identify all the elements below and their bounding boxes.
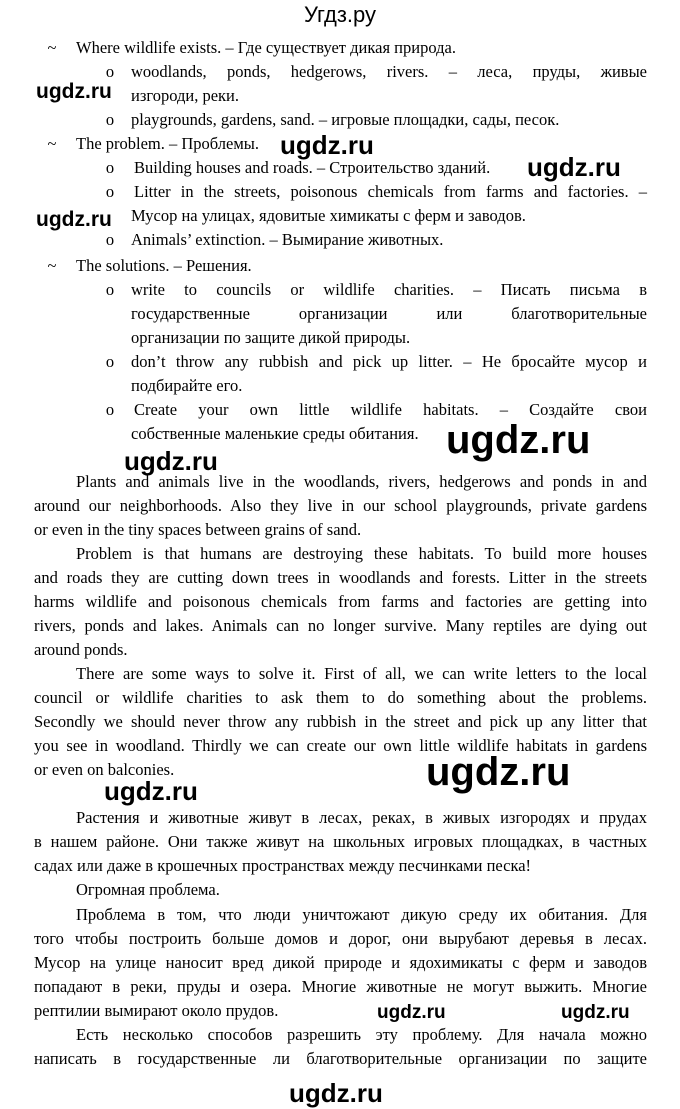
circle-bullet-icon: o (105, 62, 115, 81)
outline-item-line: Create your own little wildlife habitats. – Создайте свои (134, 400, 647, 419)
outline-heading-where: Where wildlife exists. – Где существует дикая природа. (76, 38, 456, 57)
watermark: ugdz.ru (280, 130, 374, 160)
paragraph-line: or even on balconies. (34, 760, 175, 779)
paragraph-line: Plants and animals live in the woodlands, rivers, hedgerows and ponds in and (76, 472, 647, 491)
paragraph-line: Problem is that humans are destroying these habitats. To build more houses (76, 544, 647, 563)
outline-item-line: don’t throw any rubbish and pick up litter. – Не бросайте мусор и (131, 352, 647, 371)
outline-item-line: write to councils or wildlife charities. – Писать письма в (131, 280, 647, 299)
outline-item-line: подбирайте его. (131, 376, 243, 395)
tilde-bullet-icon: ~ (47, 256, 57, 275)
paragraph-line: or even in the tiny spaces between grains of sand. (34, 520, 362, 539)
paragraph-line: around our neighborhoods. Also they live in our school playgrounds, private gardens (34, 496, 647, 515)
circle-bullet-icon: o (105, 182, 115, 201)
paragraph-line: Secondly we should never throw any rubbish in the street and pick up any litter that (34, 712, 647, 731)
outline-item-line: организации по защите дикой природы. (131, 328, 411, 347)
paragraph-line: around ponds. (34, 640, 128, 659)
paragraph-line: попадают в реки, пруды и озера. Многие животные не могут выжить. Многие (34, 977, 647, 996)
paragraph-line: Мусор на улице наносит вред дикой природе и ядохимикаты с ферм и заводов (34, 953, 647, 972)
outline-item-line: государственные организации или благотворительные (131, 304, 647, 323)
paragraph-line: and roads they are cutting down trees in woodlands and forests. Litter in the streets (34, 568, 647, 587)
paragraph-line: написать в государственные ли благотворительные организации по защите (34, 1049, 647, 1068)
paragraph-line: harms wildlife and poisonous chemicals from farms and factories are getting into (34, 592, 647, 611)
outline-item-line: Litter in the streets, poisonous chemicals from farms and factories. – (134, 182, 647, 201)
watermark: ugdz.ru (289, 1078, 383, 1108)
watermark: ugdz.ru (104, 776, 198, 806)
outline-item-line: playgrounds, gardens, sand. – игровые площадки, сады, песок. (131, 110, 560, 129)
paragraph-line: Проблема в том, что люди уничтожают дикую среду их обитания. Для (76, 905, 647, 924)
site-header-title: Угдз.ру (303, 2, 377, 27)
watermark: ugdz.ru (124, 446, 218, 476)
paragraph-line: садах или даже в крошечных пространствах между песчинками песка! (34, 856, 532, 875)
outline-item-line: собственные маленькие среды обитания. (131, 424, 419, 443)
paragraph-line: в нашем районе. Они также живут на школьных игровых площадках, в частных (34, 832, 647, 851)
watermark: ugdz.ru (446, 418, 591, 462)
paragraph-line: рептилии вымирают около прудов. (34, 1001, 279, 1020)
paragraph-line: того чтобы построить больше домов и дорог, они вырубают деревья в лесах. (34, 929, 647, 948)
outline-heading-solutions: The solutions. – Решения. (76, 256, 252, 275)
circle-bullet-icon: o (105, 352, 115, 371)
circle-bullet-icon: o (105, 230, 115, 249)
outline-heading-problem: The problem. – Проблемы. (76, 134, 259, 153)
tilde-bullet-icon: ~ (47, 38, 57, 57)
paragraph-line: council or wildlife charities to ask them to do something about the problems. (34, 688, 647, 707)
watermark: ugdz.ru (36, 80, 112, 103)
paragraph-line: you see in woodland. Thirdly we can create our own little wildlife habitats in gardens (34, 736, 647, 755)
outline-item-line: woodlands, ponds, hedgerows, rivers. – леса, пруды, живые (131, 62, 647, 81)
watermark: ugdz.ru (561, 1002, 630, 1023)
watermark: ugdz.ru (36, 208, 112, 231)
circle-bullet-icon: o (105, 280, 115, 299)
paragraph-line: Растения и животные живут в лесах, реках, в живых изгородях и прудах (76, 808, 647, 827)
watermark: ugdz.ru (377, 1002, 446, 1023)
circle-bullet-icon: o (105, 110, 115, 129)
paragraph-line: Огромная проблема. (76, 880, 220, 899)
outline-item-line: Мусор на улицах, ядовитые химикаты с ферм и заводов. (131, 206, 526, 225)
watermark: ugdz.ru (426, 750, 571, 794)
outline-item-line: изгороди, реки. (131, 86, 239, 105)
circle-bullet-icon: o (105, 400, 115, 419)
watermark: ugdz.ru (527, 152, 621, 182)
outline-item-line: Animals’ extinction. – Вымирание животных. (131, 230, 444, 249)
circle-bullet-icon: o (105, 158, 115, 177)
tilde-bullet-icon: ~ (47, 134, 57, 153)
paragraph-line: There are some ways to solve it. First of all, we can write letters to the local (76, 664, 647, 683)
paragraph-line: Есть несколько способов разрешить эту проблему. Для начала можно (76, 1025, 647, 1044)
outline-item-line: Building houses and roads. – Строительство зданий. (134, 158, 491, 177)
paragraph-line: rivers, ponds and lakes. Animals can no longer survive. Many reptiles are dying out (34, 616, 647, 635)
